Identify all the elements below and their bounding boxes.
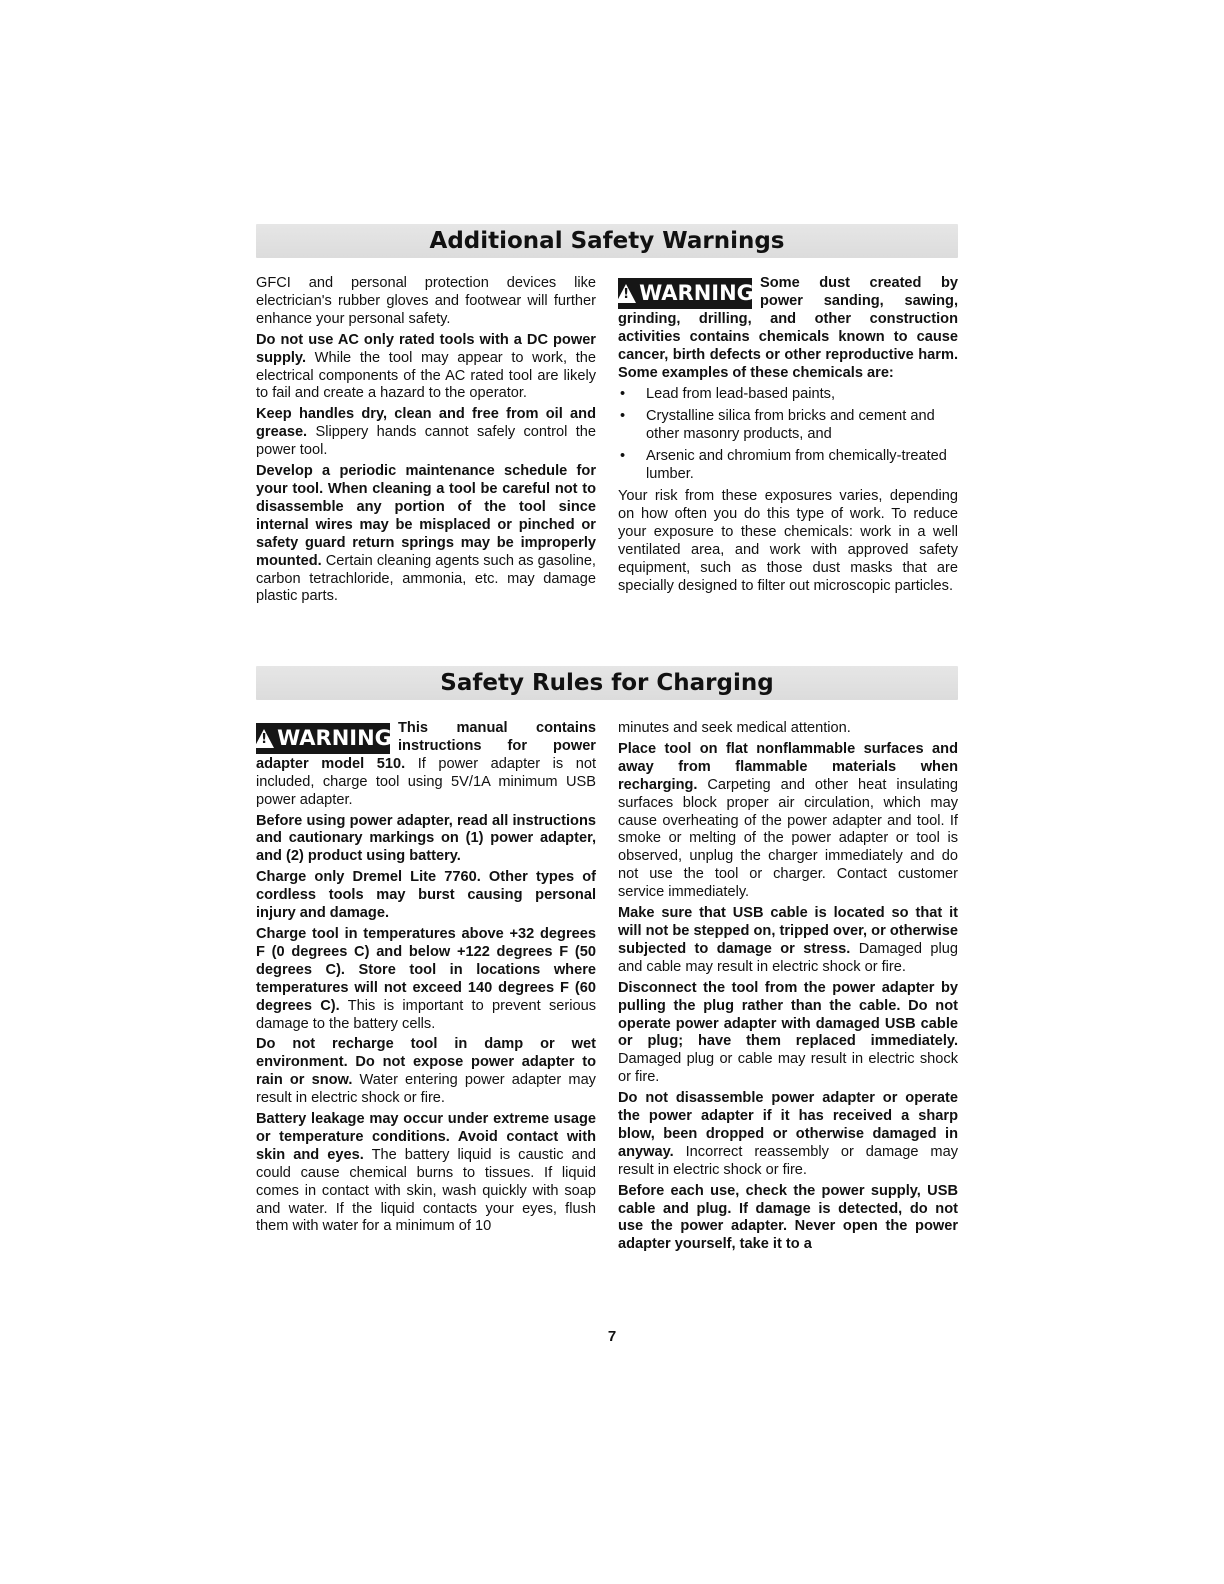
paragraph: Charge tool in temperatures above +32 degrees F (0 degrees C) and below +122 degrees F (50 degrees C). Store tool in locations where temperatures will not exceed 140 degrees F (60 degrees C). This is important to prevent serious damage to the battery cells.	[256, 925, 596, 1032]
list-item: • Lead from lead-based paints,	[618, 386, 958, 404]
warning-badge: ! WARNING	[618, 278, 752, 309]
paragraph: Keep handles dry, clean and free from oil and grease. Slippery hands cannot safely control the power tool.	[256, 406, 596, 459]
list-item: • Arsenic and chromium from chemically-treated lumber.	[618, 448, 958, 484]
section2-right-column	[618, 720, 958, 1257]
section2-left-column	[256, 720, 596, 1239]
section1-left-column	[256, 275, 596, 609]
warning-paragraph: ! WARNING Some dust created by power sanding, sawing, grinding, drilling, and other construction activities contains chemicals known to cause cancer, birth defects or other reproductive harm. Some examples of these chemicals are:	[618, 275, 958, 382]
paragraph: Your risk from these exposures varies, depending on how often you do this type of work. To reduce your exposure to these chemicals: work in a well ventilated area, and work with approved safety equipment, such as those dust masks that are specially designed to filter out microscopic particles.	[618, 487, 958, 594]
paragraph: Before using power adapter, read all instructions and cautionary markings on (1) power adapter, and (2) product using battery.	[256, 812, 596, 865]
warning-badge: ! WARNING	[256, 723, 390, 754]
paragraph: Do not recharge tool in damp or wet environment. Do not expose power adapter to rain or snow. Water entering power adapter may result in electric shock or fire.	[256, 1036, 596, 1107]
section-header-additional-safety	[256, 224, 958, 258]
paragraph: Charge only Dremel Lite 7760. Other types of cordless tools may burst causing personal injury and damage.	[256, 869, 596, 922]
section1-right-column	[618, 275, 958, 598]
paragraph: Before each use, check the power supply, USB cable and plug. If damage is detected, do not use the power adapter. Never open the power adapter yourself, take it to a	[618, 1182, 958, 1253]
paragraph: minutes and seek medical attention.	[618, 720, 851, 736]
paragraph: Do not disassemble power adapter or operate the power adapter if it has received a sharp blow, been dropped or otherwise damaged in anyway. Incorrect reassembly or damage may result in electric shock or fire.	[618, 1090, 958, 1178]
warning-triangle-icon	[616, 284, 636, 303]
warning-paragraph: ! WARNING This manual contains instructions for power adapter model 510. If power adapter is not included, charge tool using 5V/1A minimum USB power adapter.	[256, 720, 596, 810]
chemicals-list	[618, 386, 958, 484]
paragraph: Do not use AC only rated tools with a DC power supply. While the tool may appear to work, the electrical components of the AC rated tool are likely to fail and create a hazard to the operator.	[256, 331, 596, 402]
paragraph: Disconnect the tool from the power adapter by pulling the plug rather than the cable. Do not operate power adapter with damaged USB cable or plug; have them replaced immediately. Damaged plug or cable may result in electric shock or fire.	[618, 979, 958, 1086]
paragraph: Battery leakage may occur under extreme usage or temperature conditions. Avoid contact with skin and eyes. The battery liquid is caustic and could cause chemical burns to tissues. If liquid comes in contact with skin, wash quickly with soap and water. If the liquid contacts your eyes, flush them with water for a minimum of 10	[256, 1111, 596, 1235]
paragraph: Develop a periodic maintenance schedule for your tool. When cleaning a tool be careful not to disassemble any portion of the tool since internal wires may be misplaced or pinched or safety guard return springs may be improperly mounted. Certain cleaning agents such as gasoline, carbon tetrachloride, ammonia, etc. may damage plastic parts.	[256, 463, 596, 605]
page-number: 7	[607, 1328, 617, 1345]
paragraph: Place tool on flat nonflammable surfaces and away from flammable materials when recharging. Carpeting and other heat insulating surfaces block proper air circulation, which may cause overheating of the power adapter and tool. If smoke or melting of the power adapter or tool is observed, unplug the charger immediately and do not use the tool or charger. Contact customer service immediately.	[618, 740, 958, 901]
warning-triangle-icon	[254, 729, 274, 748]
paragraph: GFCI and personal protection devices like electrician's rubber gloves and footwear will further enhance your personal safety.	[256, 275, 596, 327]
paragraph: Make sure that USB cable is located so that it will not be stepped on, tripped over, or otherwise subjected to damage or stress. Damaged plug and cable may result in electric shock or fire.	[618, 905, 958, 975]
section-title: Additional Safety Warnings	[429, 228, 785, 254]
section-title: Safety Rules for Charging	[440, 670, 774, 696]
section-header-charging	[256, 666, 958, 700]
list-item: • Crystalline silica from bricks and cement and other masonry products, and	[618, 408, 958, 444]
